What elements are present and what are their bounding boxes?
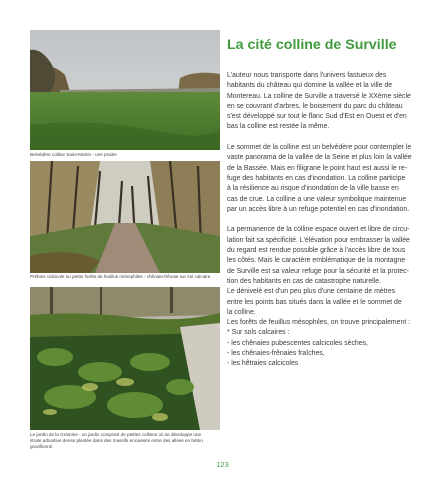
page-title: La cité colline de Surville: [227, 37, 397, 53]
paragraph: L'auteur nous transporte dans l'univers fastueux des habitants du château qui domine la vallée et la ville de Montereau. La colline de Surville a traversé le XXème siècle en se couvrant d'arbres, le boisement du parc du château s'est développé sur tout le flanc Sud d'Est en Ouest et d'en bas la colline est restée la même.: [227, 72, 411, 131]
photo-caption: Le jardin de la Gramine - un jardin composé de petites collines où se développe une strate arbustive dense plantée dans des massifs encaissés entre des allées en béton gravillonné.: [30, 432, 203, 449]
paragraph: La permanence de la colline espace ouvert et libre de circu- lation fait sa spécificité. L'élévation pour embrasser la vallée du regard est rendue possible grâce à l'accès libre de tous les côtés. Mais le caractère emblématique de la montagne de Surville est sa valeur refuge pour la sécurité et la protec- tion des habitants en cas de catastrophe naturelle. Le dénivelé est d'un peu plus d'une centaine de mètres entre les points bas situés dans la vallée et le sommet de la colline. Les forêts de feuillus mésophiles, on trouve principalement : * Sur sols calcaires : - les chênaies pubescentes calcicoles sèches, - les chênaies-frênaies fraîches, - les hêtraies calcicoles: [227, 226, 411, 368]
body-text: [227, 71, 418, 370]
photo-caption: Prébois calcicole ou petite forêts de feuillus mésophiles - chênaie-frênaie sur sol calcaire: [30, 274, 211, 279]
page-number: 123: [216, 460, 229, 469]
photo-garden: [30, 287, 220, 430]
photo-prairie: [30, 30, 220, 150]
photo-caption: Belvédère colline Saint-Martin - une prairie: [30, 152, 117, 157]
photo-forest-path: [30, 161, 220, 273]
paragraph: Le sommet de la colline est un belvédère pour contempler le vaste panorama de la vallée de la Seine et plus loin la vallée de la Bassée. Mais en filigrane le point haut est aussi le re- fuge des habitants en cas d'inondation. La colline participe à la résilience au risque d'inondation de la ville basse en cas de crue. La colline a une valeur symbolique maintenue par un accès libre à un refuge potentiel en cas d'inondation.: [227, 144, 412, 213]
